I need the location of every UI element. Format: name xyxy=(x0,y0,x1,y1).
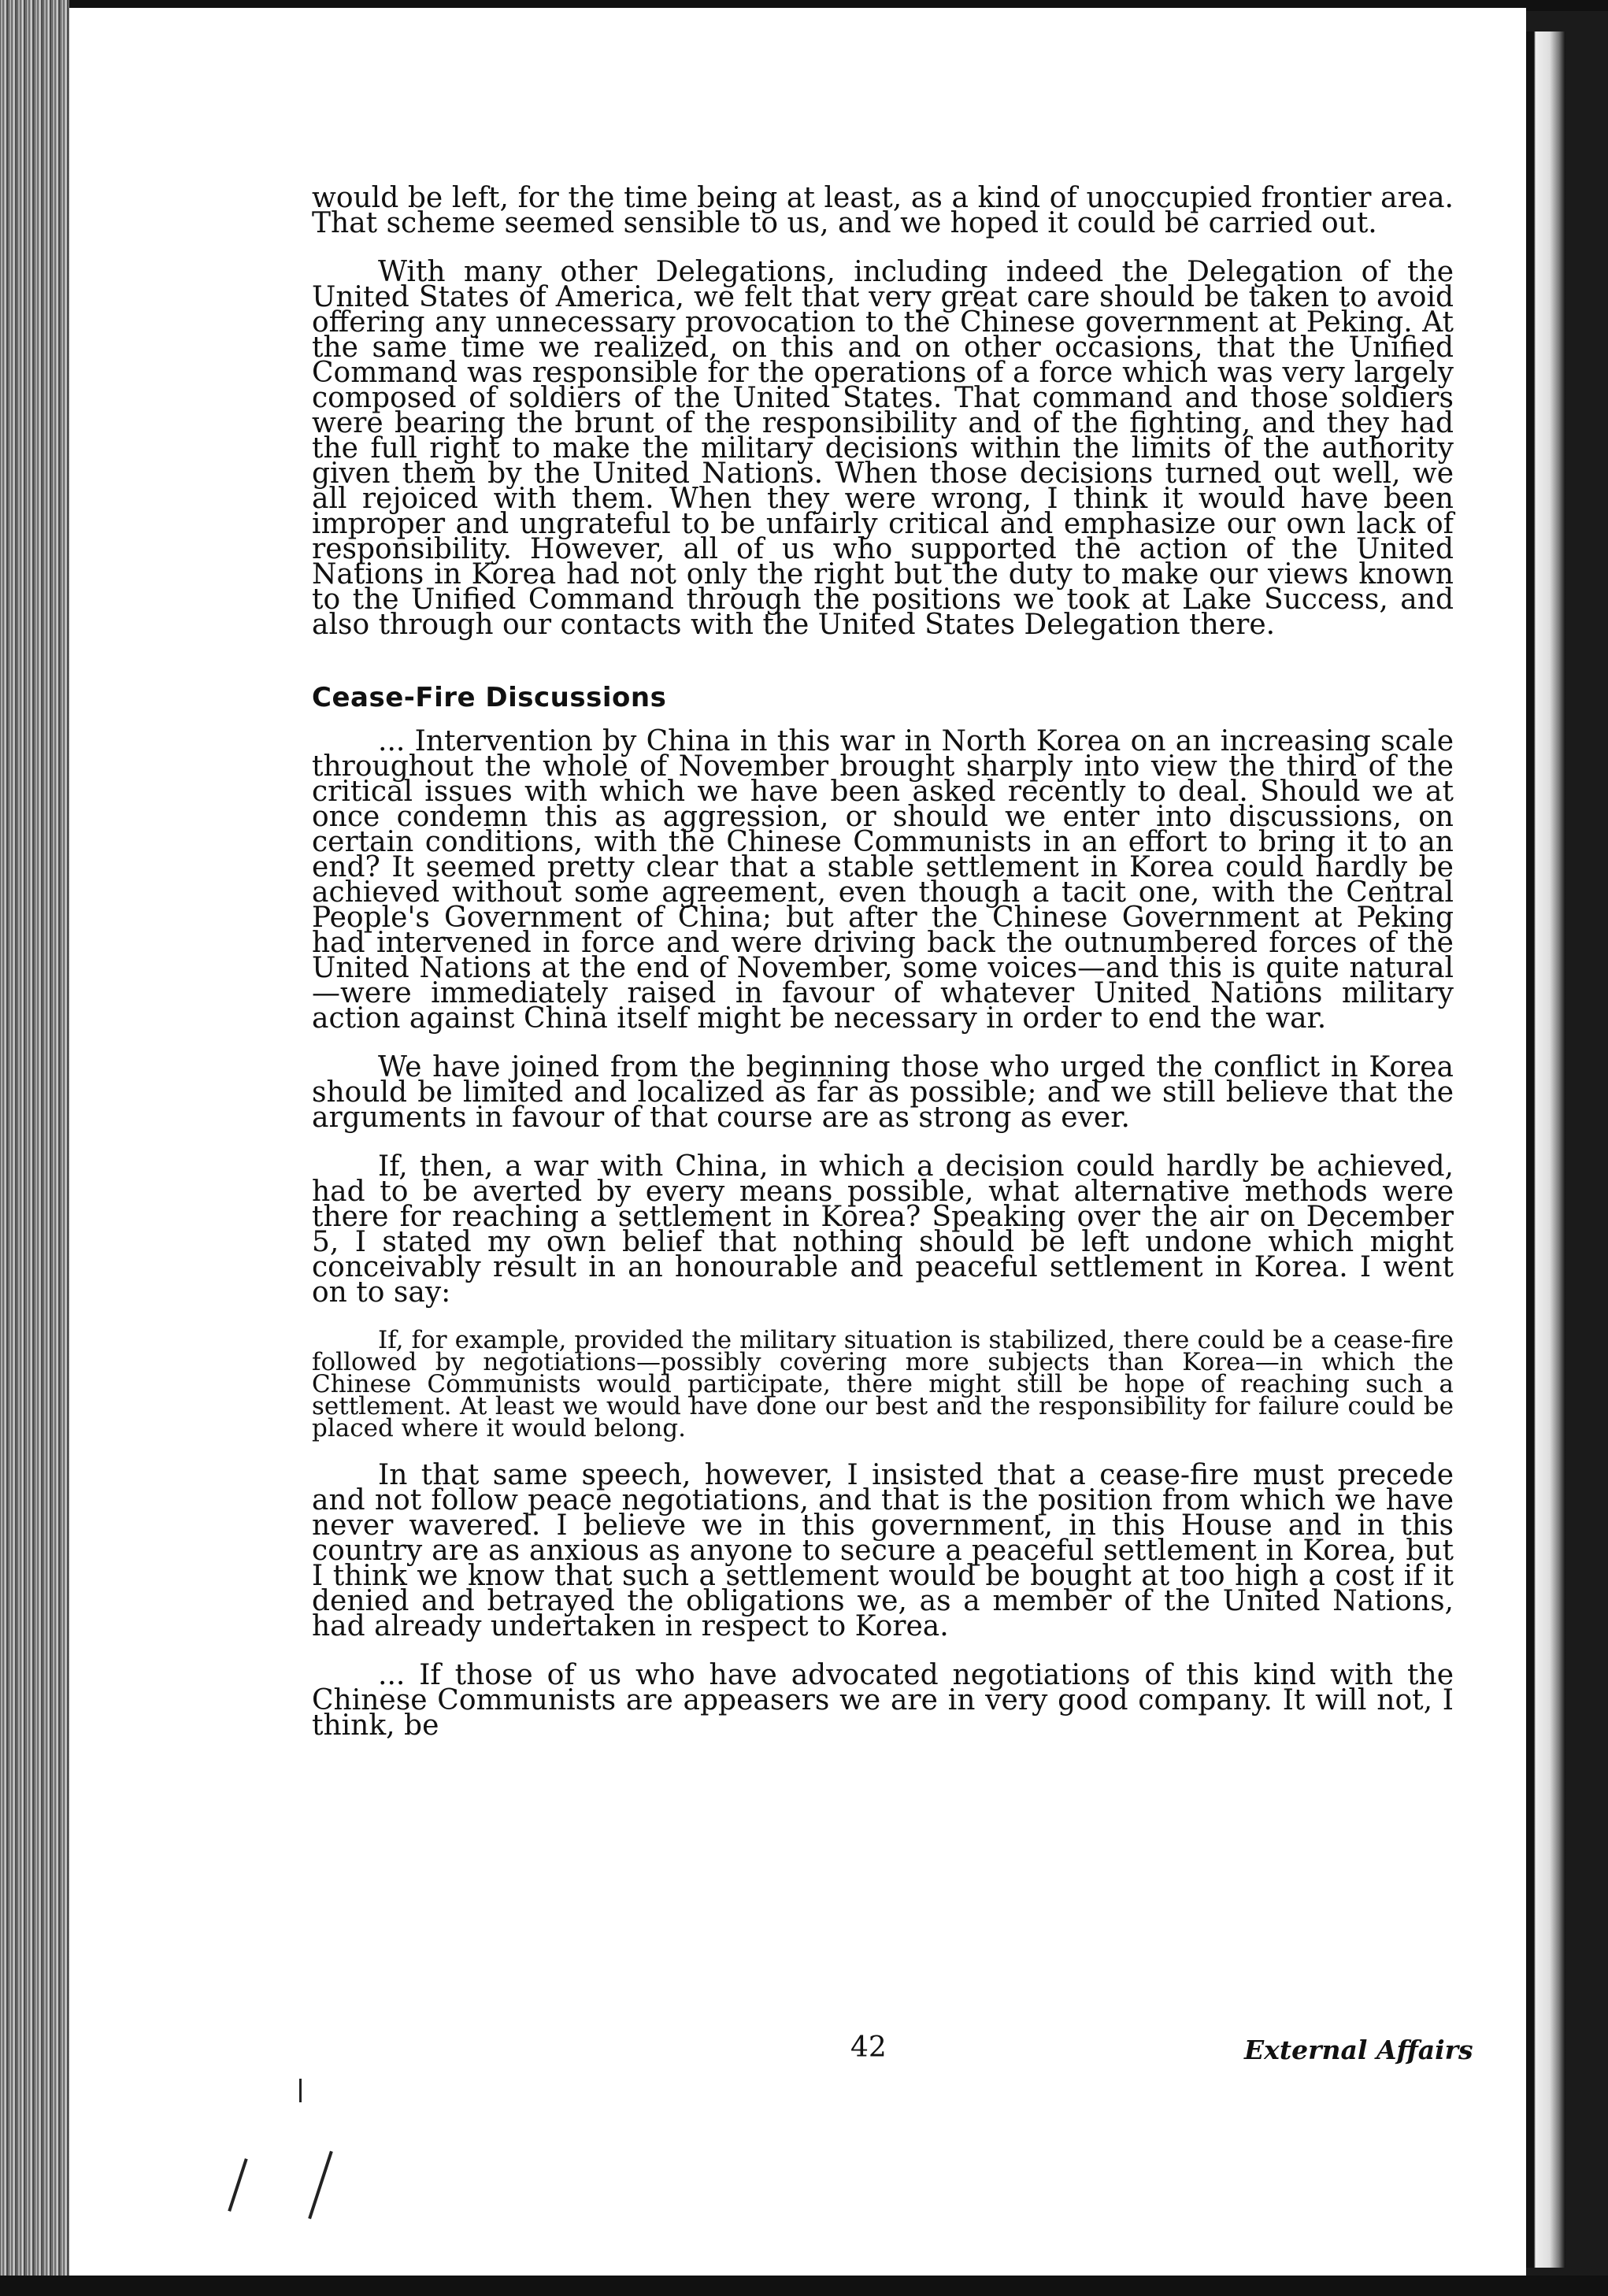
block-quote: If, for example, provided the military situation is stabilized, there could be a cease-fire followed by negotiations—possibly covering more subjects than Korea—in which the Chinese Communists would participate, there might still be hope of reaching such a settlement. At least we would have done our best and the responsibility for failure could be placed where it would belong. xyxy=(312,1326,1454,1442)
article-body xyxy=(312,182,1454,1762)
section-heading: Cease-Fire Discussions xyxy=(312,682,667,713)
paragraph: would be left, for the time being at least, as a kind of unoccupied frontier area. That scheme seemed sensible to us, and we hoped it could be carried out. xyxy=(312,182,1454,239)
paragraph: We have joined from the beginning those who urged the conflict in Korea should be limited and localized as far as possible; and we still believe that the arguments in favour of that course are as strong as ever. xyxy=(312,1051,1454,1134)
scan-right-edge xyxy=(1526,31,1565,2268)
paragraph: ... Intervention by China in this war in North Korea on an increasing scale throughout the whole of November brought sharply into view the third of the critical issues with which we have been asked recently to deal. Should we at once condemn this as aggression, or should we enter into discussions, on certain conditions, with the Chinese Communists in an effort to bring it to an end? It seemed pretty clear that a stable settlement in Korea could hardly be achieved without some agreement, even though a tacit one, with the Central People's Government of China; but after the Chinese Government at Peking had intervened in force and were driving back the outnumbered forces of the United Nations at the end of November, some voices—and this is quite natural—were immediately raised in favour of whatever United Nations military action against China itself might be necessary in order to end the war. xyxy=(312,725,1454,1035)
paragraph: ... If those of us who have advocated negotiations of this kind with the Chinese Communists are appeasers we are in very good company. It will not, I think, be xyxy=(312,1659,1454,1742)
scan-bottom-edge xyxy=(0,2276,1608,2296)
publication-title: External Affairs xyxy=(1244,2035,1473,2065)
scan-mark xyxy=(299,2079,302,2102)
page-number: 42 xyxy=(850,2031,887,2064)
scan-binding-edge xyxy=(0,0,69,2296)
paragraph: With many other Delegations, including indeed the Delegation of the United States of America, we felt that very great care should be taken to avoid offering any unnecessary provocation to the Chinese government at Peking. At the same time we realized, on this and on other occasions, that the Unified Command was responsible for the operations of a force which was very largely composed of soldiers of the United States. That command and those soldiers were bearing the brunt of the responsibility and of the fighting, and they had the full right to make the military decisions within the limits of the authority given them by the United Nations. When those decisions turned out well, we all rejoiced with them. When they were wrong, I think it would have been improper and ungrateful to be unfairly critical and emphasize our own lack of responsibility. However, all of us who supported the action of the United Nations in Korea had not only the right but the duty to make our views known to the Unified Command through the positions we took at Lake Success, and also through our contacts with the United States Delegation there. xyxy=(312,256,1454,641)
paragraph: In that same speech, however, I insisted that a cease-fire must precede and not follow peace negotiations, and that is the position from which we have never wavered. I believe we in this government, in this House and in this country are as anxious as anyone to secure a peaceful settlement in Korea, but I think we know that such a settlement would be bought at too high a cost if it denied and betrayed the obligations we, as a member of the United Nations, had already undertaken in respect to Korea. xyxy=(312,1459,1454,1642)
paragraph: If, then, a war with China, in which a decision could hardly be achieved, had to be averted by every means possible, what alternative methods were there for reaching a settlement in Korea? Speaking over the air on December 5, I stated my own belief that nothing should be left undone which might conceivably result in an honourable and peaceful settlement in Korea. I went on to say: xyxy=(312,1150,1454,1309)
